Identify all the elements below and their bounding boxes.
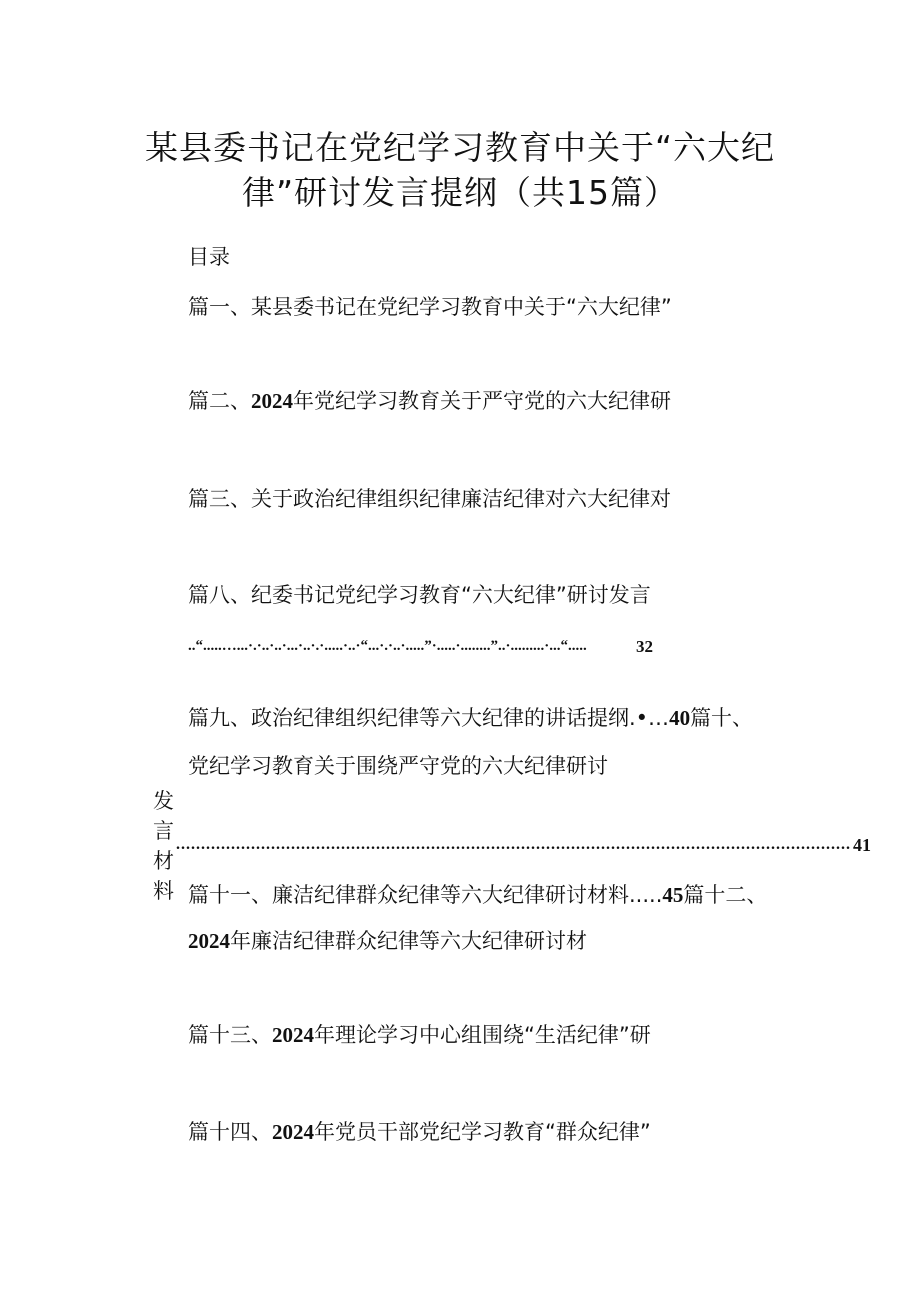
toc-item-14-text: 年党员干部党纪学习教育“群众纪律” bbox=[314, 1120, 651, 1144]
toc-item-14[interactable] bbox=[188, 1117, 651, 1147]
toc-item-9-page: 40 bbox=[669, 706, 691, 730]
toc-item-10-prefix: 篇十、 bbox=[690, 706, 754, 730]
document-title-line-2: 律”研讨发言提纲（共15篇） bbox=[241, 173, 679, 212]
toc-item-9[interactable] bbox=[188, 703, 753, 733]
toc-item-13-prefix: 篇十三、 bbox=[188, 1023, 272, 1047]
toc-heading: 目录 bbox=[188, 245, 230, 269]
toc-item-2-text: 年党纪学习教育关于严守党的六大纪律研 bbox=[293, 389, 671, 413]
toc-item-12-prefix: 篇十二、 bbox=[683, 883, 768, 907]
toc-item-10-leader: ....................................................................................................................................... bbox=[176, 836, 851, 853]
toc-item-13-year: 2024 bbox=[272, 1023, 314, 1047]
toc-item-9-text: 篇九、政治纪律组织纪律等六大纪律的讲话提纲.•… bbox=[188, 706, 670, 730]
toc-item-8-dots: ..“.....…...·.·..·..·...·..·.·.....·..·“...·.·..·.....”·.....·........”..·.........·...“..... bbox=[188, 638, 587, 654]
toc-item-3[interactable]: 篇三、关于政治纪律组织纪律廉洁纪律对六大纪律对 bbox=[188, 487, 671, 511]
toc-item-11[interactable] bbox=[188, 880, 767, 910]
toc-item-12-year: 2024 bbox=[188, 929, 230, 953]
toc-item-10[interactable]: 党纪学习教育关于围绕严守党的六大纪律研讨 bbox=[188, 754, 608, 778]
toc-item-12[interactable] bbox=[188, 926, 587, 956]
toc-item-2-prefix: 篇二、 bbox=[188, 389, 251, 413]
toc-item-1[interactable]: 篇一、某县委书记在党纪学习教育中关于“六大纪律” bbox=[188, 295, 672, 319]
toc-item-10-cont-text: 发言材料 bbox=[153, 789, 174, 903]
toc-item-2-year: 2024 bbox=[251, 389, 293, 413]
toc-item-11-page: 45 bbox=[662, 883, 684, 907]
toc-item-8-page: 32 bbox=[636, 637, 653, 656]
toc-item-13[interactable] bbox=[188, 1020, 651, 1050]
toc-item-8-leader bbox=[188, 630, 658, 661]
document-title-line-1: 某县委书记在党纪学习教育中关于“六大纪 bbox=[144, 128, 776, 167]
toc-item-12-text: 年廉洁纪律群众纪律等六大纪律研讨材 bbox=[230, 929, 587, 953]
toc-item-10-page: 41 bbox=[853, 834, 871, 855]
toc-item-2[interactable] bbox=[188, 386, 671, 416]
toc-item-13-text: 年理论学习中心组围绕“生活纪律”研 bbox=[314, 1023, 651, 1047]
toc-item-14-year: 2024 bbox=[272, 1120, 314, 1144]
toc-item-14-prefix: 篇十四、 bbox=[188, 1120, 272, 1144]
toc-item-11-text: 篇十一、廉洁纪律群众纪律等六大纪律研讨材料..... bbox=[188, 883, 663, 907]
toc-item-8[interactable]: 篇八、纪委书记党纪学习教育“六大纪律”研讨发言 bbox=[188, 583, 651, 607]
